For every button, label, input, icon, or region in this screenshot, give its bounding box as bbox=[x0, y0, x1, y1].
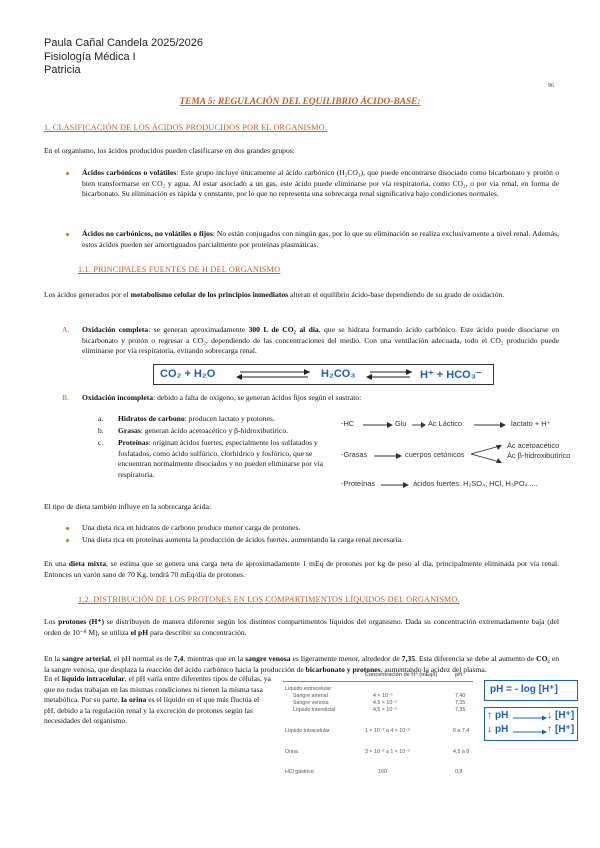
header-block bbox=[44, 37, 203, 78]
arrow-right-icon bbox=[363, 421, 393, 429]
item-a-title: Oxidación completa bbox=[82, 325, 149, 334]
ph-formula-box bbox=[484, 680, 578, 701]
page-title: TEMA 5: REGULACIÓN DEL EQUILIBRIO ÁCIDO-BASE: bbox=[179, 97, 421, 107]
p2-c: , mientras que en la bbox=[183, 654, 246, 663]
ph-table bbox=[283, 672, 478, 800]
ph-label: pH bbox=[495, 724, 509, 735]
arrow-right-icon bbox=[381, 481, 409, 489]
diagram-lactate: lactato + H⁺ bbox=[511, 419, 551, 428]
table-rule bbox=[283, 681, 473, 682]
item-a-complete-oxidation bbox=[82, 325, 559, 357]
arrow-right-icon bbox=[374, 452, 402, 460]
diagram-proteins: -Proteínas bbox=[341, 479, 376, 488]
item-b-letter: B. bbox=[62, 393, 69, 402]
p1-bold-ph: el pH bbox=[130, 627, 149, 637]
p2-e: . Esta diferencia se debe al aumento de bbox=[415, 654, 537, 663]
item-a-co2-volume: 300 L de CO₂ al día bbox=[248, 325, 319, 334]
section-1-1-heading: 1.1. PRINCIPALES FUENTES DE H DEL ORGANISMO bbox=[78, 265, 281, 274]
sub-letter: b. bbox=[98, 426, 104, 435]
diagram-glu: Glu bbox=[395, 419, 407, 428]
bullet-volatile-acids bbox=[82, 168, 559, 200]
mixed-diet-paragraph bbox=[44, 559, 559, 580]
sub-item-fats bbox=[118, 426, 338, 437]
p3-c: es el líquido en el que más fluctúa el pH, debido a la regulación renal y la excreción de protones según las necesidades del organismo. bbox=[44, 695, 260, 726]
mixed-text-a: En una bbox=[44, 559, 69, 568]
diagram-strong-acids: ácidos fuertes: H₂SO₄, HCl, H₃PO₄ .... bbox=[413, 479, 538, 488]
table-row-label: Líquido extracelular bbox=[285, 686, 332, 692]
bullet-fixed-title: Ácidos no carbónicos, no volátiles o fijos bbox=[82, 229, 213, 238]
diagram-hydroxybutyric: Ác β-hidroxibutírico bbox=[507, 451, 571, 460]
intro-bold: metabolismo celular de los principios inmediatos bbox=[130, 290, 289, 299]
table-row-conc: 4,5 × 10⁻⁵ bbox=[373, 700, 398, 706]
p1-text-b: se distribuyen de manera diferente según los distintos compartimentos líquidos del organismo. Dada su concentración extremadamente baja (del orden de 10⁻⁸ M), se utiliza bbox=[44, 617, 560, 637]
table-row-ph: 7,35 bbox=[455, 707, 466, 713]
table-row-conc: 3 × 10⁻² a 1 × 10⁻⁵ bbox=[365, 749, 411, 755]
p2-b1: sangre arterial bbox=[62, 654, 110, 663]
double-arrow-icon bbox=[364, 367, 416, 381]
bullet-volatile-title: Ácidos carbónicos o volátiles bbox=[82, 168, 177, 177]
arrow-right-icon bbox=[513, 729, 547, 735]
item-b-title: Oxidación incompleta bbox=[82, 393, 154, 402]
table-row-ph: 4,5 a 8 bbox=[453, 749, 470, 755]
section-1-intro: En el organismo, los ácidos producidos pueden clasificarse en dos grandes grupos: bbox=[44, 146, 295, 155]
item-a-letter: A. bbox=[62, 325, 70, 334]
table-row-conc: 4 × 10⁻⁵ bbox=[373, 693, 393, 699]
sub-item-carbohydrates bbox=[118, 414, 338, 425]
diagram-ketone-bodies: cuerpos cetónicos bbox=[405, 450, 465, 459]
sub-item-proteins bbox=[118, 438, 338, 480]
item-a-text-1: : se generan aproximadamente bbox=[148, 325, 249, 334]
ph-label: pH bbox=[495, 710, 509, 721]
up-arrow-icon: ↑ bbox=[487, 710, 492, 721]
sub-text: : generan ácido acetoacético y β-hidroxibutírico. bbox=[140, 426, 289, 435]
table-row-ph: 7,40 bbox=[455, 693, 466, 699]
student-name: Patricia bbox=[44, 64, 81, 76]
arrow-right-icon bbox=[513, 715, 547, 721]
ph-relationship-box bbox=[484, 707, 578, 741]
oxidation-diagram bbox=[341, 413, 571, 498]
arrow-right-icon bbox=[474, 421, 506, 429]
bullet-dot bbox=[66, 233, 69, 236]
table-row-conc: 4,5 × 10⁻⁵ bbox=[373, 707, 398, 713]
table-col-ph: pH bbox=[455, 672, 463, 678]
sub-text: : originan ácidos fuertes, especialmente los sulfatados y fosfatados, como ácido sulfúrico, clorhídrico y fosfórico, que se encuentran normalmente disociados y no pueden eliminarse por vía respiratoria. bbox=[118, 438, 323, 479]
p2-b4: 7,35 bbox=[401, 654, 416, 663]
p3-b2: la orina bbox=[121, 695, 147, 705]
diet-bullet-proteins: Una dieta rica en proteínas aumenta la producción de ácidos fuertes, aumentando la carga renal necesaria. bbox=[82, 535, 403, 544]
mixed-text-b: , se estima que se genera una carga neta de aproximadamente 1 mEq de protones por kg de peso al día, principalmente eliminada por vía renal. Entonces un varón sano de 70 Kg, tendrá 70 mEq/día de protones. bbox=[44, 559, 559, 579]
table-row-label: HCl gástrico bbox=[285, 769, 314, 775]
bullet-dot bbox=[66, 527, 69, 530]
h-label: [H⁺] bbox=[555, 710, 575, 721]
equation-reactants: CO₂ + H₂O bbox=[160, 368, 216, 380]
equation-products: H⁺ + HCO₃⁻ bbox=[420, 369, 482, 381]
sub-text: : producen lactato y protones. bbox=[184, 414, 275, 423]
item-b-incomplete-oxidation bbox=[82, 393, 559, 404]
sub-title: Proteínas bbox=[118, 438, 149, 447]
p3-a: En el bbox=[44, 674, 62, 683]
table-row-label: Sangre venosa bbox=[293, 700, 329, 706]
double-arrow-icon bbox=[234, 367, 314, 381]
section-1-1-intro bbox=[44, 290, 559, 301]
section-1-2-heading: 1.2. DISTRIBUCIÓN DE LOS PROTONES EN LOS COMPARTIMENTOS LÍQUIDOS DEL ORGANISMO. bbox=[78, 595, 460, 604]
bullet-fixed-text: : No están conjugados con ningún gas, por lo que su eliminación se realiza exclusivamente a nivel renal. Además, estos ácidos pueden ser amortiguados parcialmente por proteínas plasmáticas. bbox=[82, 229, 559, 249]
sub-letter: c. bbox=[98, 438, 104, 447]
author-line: Paula Cañal Candela 2025/2026 bbox=[44, 37, 204, 49]
table-row-label: Líquido intersticial bbox=[293, 707, 336, 713]
diet-bullet-carbs: Una dieta rica en hidratos de carbono produce menor carga de protones. bbox=[82, 523, 301, 532]
bullet-fixed-acids bbox=[82, 229, 559, 250]
intracellular-paragraph bbox=[44, 674, 272, 727]
diagram-hc: -HC bbox=[341, 419, 355, 428]
table-col-concentration: Concentración de H⁺ (mEq/l) bbox=[365, 672, 438, 678]
p1-text-a: Los bbox=[44, 617, 59, 626]
table-row-label: Sangre arterial bbox=[293, 693, 328, 699]
p1-bold: protones (H⁺) bbox=[58, 617, 104, 626]
p1-text-c: para describir su concentración. bbox=[148, 627, 247, 637]
down-arrow-icon: ↓ bbox=[547, 710, 552, 721]
diagram-fats: -Grasas bbox=[341, 450, 368, 459]
diagram-lactic-acid: Ac Láctico bbox=[428, 419, 463, 428]
p2-b3: sangre venosa bbox=[245, 654, 291, 663]
table-row-ph: 6 a 7,4 bbox=[453, 728, 470, 734]
sub-title: Hidratos de carbono bbox=[118, 414, 185, 423]
equation-carbonic-acid: H₂CO₃ bbox=[321, 368, 356, 380]
p3-b1: líquido intracelular bbox=[61, 674, 125, 683]
table-row-conc: 1 × 10⁻³ a 4 × 10⁻⁵ bbox=[365, 728, 411, 734]
section-1-heading: 1. CLASIFICACIÓN DE LOS ÁCIDOS PRODUCIDOS POR EL ORGANISMO. bbox=[44, 123, 328, 132]
page-number: 96 bbox=[548, 83, 554, 89]
p2-g: , aumentando la acidez del plasma. bbox=[380, 664, 487, 674]
arrow-right-icon bbox=[412, 421, 426, 429]
item-b-text: : debido a falta de oxígeno, se generan ácidos fijos según el sustrato: bbox=[153, 393, 362, 402]
p2-b5: CO₂ bbox=[536, 654, 550, 663]
item-a-text-2: , que se hidrata formando ácido carbónico. Este ácido puede disociarse en bicarbonato y protón o regresar a CO₂, dependiendo de las concentraciones del medio. Con una ventilación adecuada, todo el CO₂ producido puede eliminarse por vía respiratoria, evitando sobrecarga renal. bbox=[82, 325, 560, 356]
sub-title: Grasas bbox=[118, 426, 141, 435]
down-arrow-icon: ↓ bbox=[487, 724, 492, 735]
diet-intro: El tipo de dieta también influye en la sobrecarga ácida: bbox=[44, 502, 212, 511]
carbonic-equation-box bbox=[153, 364, 494, 385]
ph-formula: pH = - log [H⁺] bbox=[490, 684, 558, 695]
bullet-dot bbox=[66, 539, 69, 542]
mixed-bold: dieta mixta bbox=[68, 559, 107, 568]
sub-letter: a. bbox=[98, 414, 104, 423]
p2-b: , el pH normal es de bbox=[109, 654, 174, 663]
h-label: [H⁺] bbox=[555, 724, 575, 735]
diagram-acetoacetic: Ác acetoacético bbox=[507, 441, 560, 450]
bullet-dot bbox=[66, 172, 69, 175]
up-arrow-icon: ↑ bbox=[547, 724, 552, 735]
subject-line: Fisiología Médica I bbox=[44, 50, 136, 63]
p3-b: , el pH varía entre diferentes tipos de células, ya que no todas trabajan en las mismas condiciones ni tienen la misma tasa metabólica. Por su parte, bbox=[44, 674, 271, 705]
p2-b2: 7,4 bbox=[173, 654, 184, 663]
p2-b6: bicarbonato y protones bbox=[305, 664, 381, 674]
intro-text-a: Los ácidos generados por el bbox=[44, 290, 131, 299]
table-row-label: Orina bbox=[285, 749, 298, 755]
p2-f: en la sangre venosa, que desplaza la reacción del ácido carbónico hacia la producción de bbox=[44, 654, 560, 674]
bullet-volatile-text: : Este grupo incluye únicamente al ácido carbónico (H₂CO₃), que puede encontrarse disociado como bicarbonato y protón o bien transformarse en CO₂ y agua. Al estar asociado a un gas, este ácido puede eliminarse por vía respiratoria, como CO₂, o por vía renal, en forma de bicarbonato. Su eliminación es rápida y constante, por lo que no representa una sobrecarga renal significativa bajo condiciones normales. bbox=[82, 168, 559, 199]
table-row-label: Líquido intracelular bbox=[285, 728, 330, 734]
table-row-ph: 0,8 bbox=[455, 769, 463, 775]
protons-paragraph bbox=[44, 617, 559, 638]
intro-text-b: alteran el equilibrio ácido-base dependiendo de su grado de oxidación. bbox=[288, 290, 505, 299]
table-row-ph: 7,35 bbox=[455, 700, 466, 706]
p2-d: es ligeramente menor, alrededor de bbox=[290, 654, 402, 663]
p2-a: En la bbox=[44, 654, 62, 663]
table-row-conc: 160 bbox=[378, 769, 387, 775]
fork-arrow-icon bbox=[471, 443, 503, 465]
